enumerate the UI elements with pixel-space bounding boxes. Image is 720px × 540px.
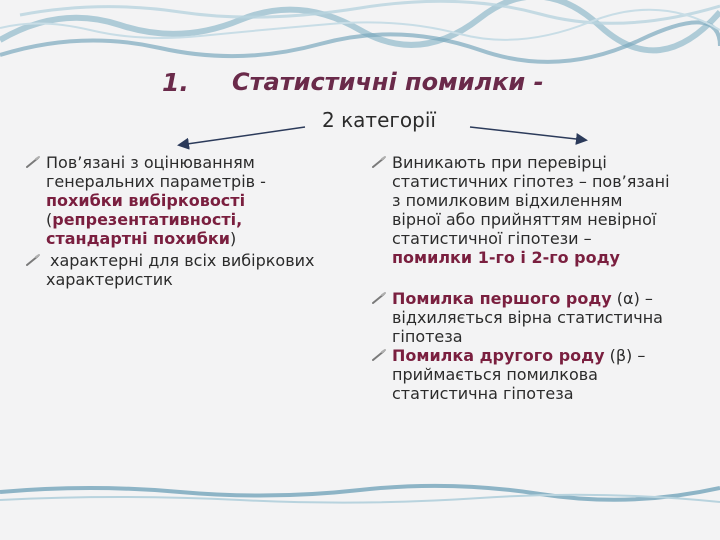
right-item-2-line-2: гіпотеза [392,327,463,346]
right-item-2-line-1: відхиляється вірна статистична [392,308,663,327]
pen-bullet-icon [372,292,386,304]
left-item-1-highlight-1: похибки вибірковості [46,191,246,210]
right-column [372,153,702,403]
right-item-2-paren: (α) – [611,289,653,308]
right-item-3-line-2: статистична гіпотеза [392,384,574,403]
right-item-1-highlight: помилки 1-го і 2-го роду [392,248,620,267]
right-item-1 [372,153,702,267]
left-item-2 [26,251,346,289]
left-item-1-line-2: генеральних параметрів - [46,172,266,191]
pen-bullet-icon [26,254,40,266]
left-item-1-paren-close: ) [229,229,237,248]
right-item-1-line-2: статистичних гіпотез – пов’язані [392,172,670,191]
right-item-3-line-1: приймається помилкова [392,365,598,384]
pen-bullet-icon [372,156,386,168]
pen-bullet-icon [26,156,40,168]
category-arrows [0,100,720,160]
right-item-1-line-5: статистичної гіпотези – [392,229,592,248]
right-item-1-line-4: вірної або прийняттям невірної [392,210,657,229]
left-column [26,153,346,289]
left-item-1-highlight-2: репрезентативності, [52,210,243,229]
page-title: Статистичні помилки - [232,68,544,96]
right-item-2 [372,289,702,346]
subtitle: 2 категорії [322,108,436,132]
title-number: 1. [162,68,189,97]
top-wave-decoration [0,0,720,70]
right-item-1-line-3: з помилковим відхиленням [392,191,623,210]
left-item-2-line-2: характеристик [46,270,173,289]
arrow-right [470,127,585,140]
left-item-1 [26,153,346,248]
right-item-2-highlight: Помилка першого роду [392,289,612,308]
bottom-wave-decoration [0,480,720,520]
left-item-1-line-1: Пов’язані з оцінюванням [46,153,255,172]
left-item-1-highlight-3: стандартні похибки [46,229,230,248]
right-item-3 [372,346,702,403]
right-item-1-line-1: Виникають при перевірці [392,153,607,172]
left-item-1-paren-open: ( [46,210,53,229]
right-item-3-paren: (β) – [604,346,646,365]
right-item-3-highlight: Помилка другого роду [392,346,605,365]
arrow-left [180,127,305,145]
left-item-2-line-1: характерні для всіх вибіркових [50,251,315,270]
pen-bullet-icon [372,349,386,361]
